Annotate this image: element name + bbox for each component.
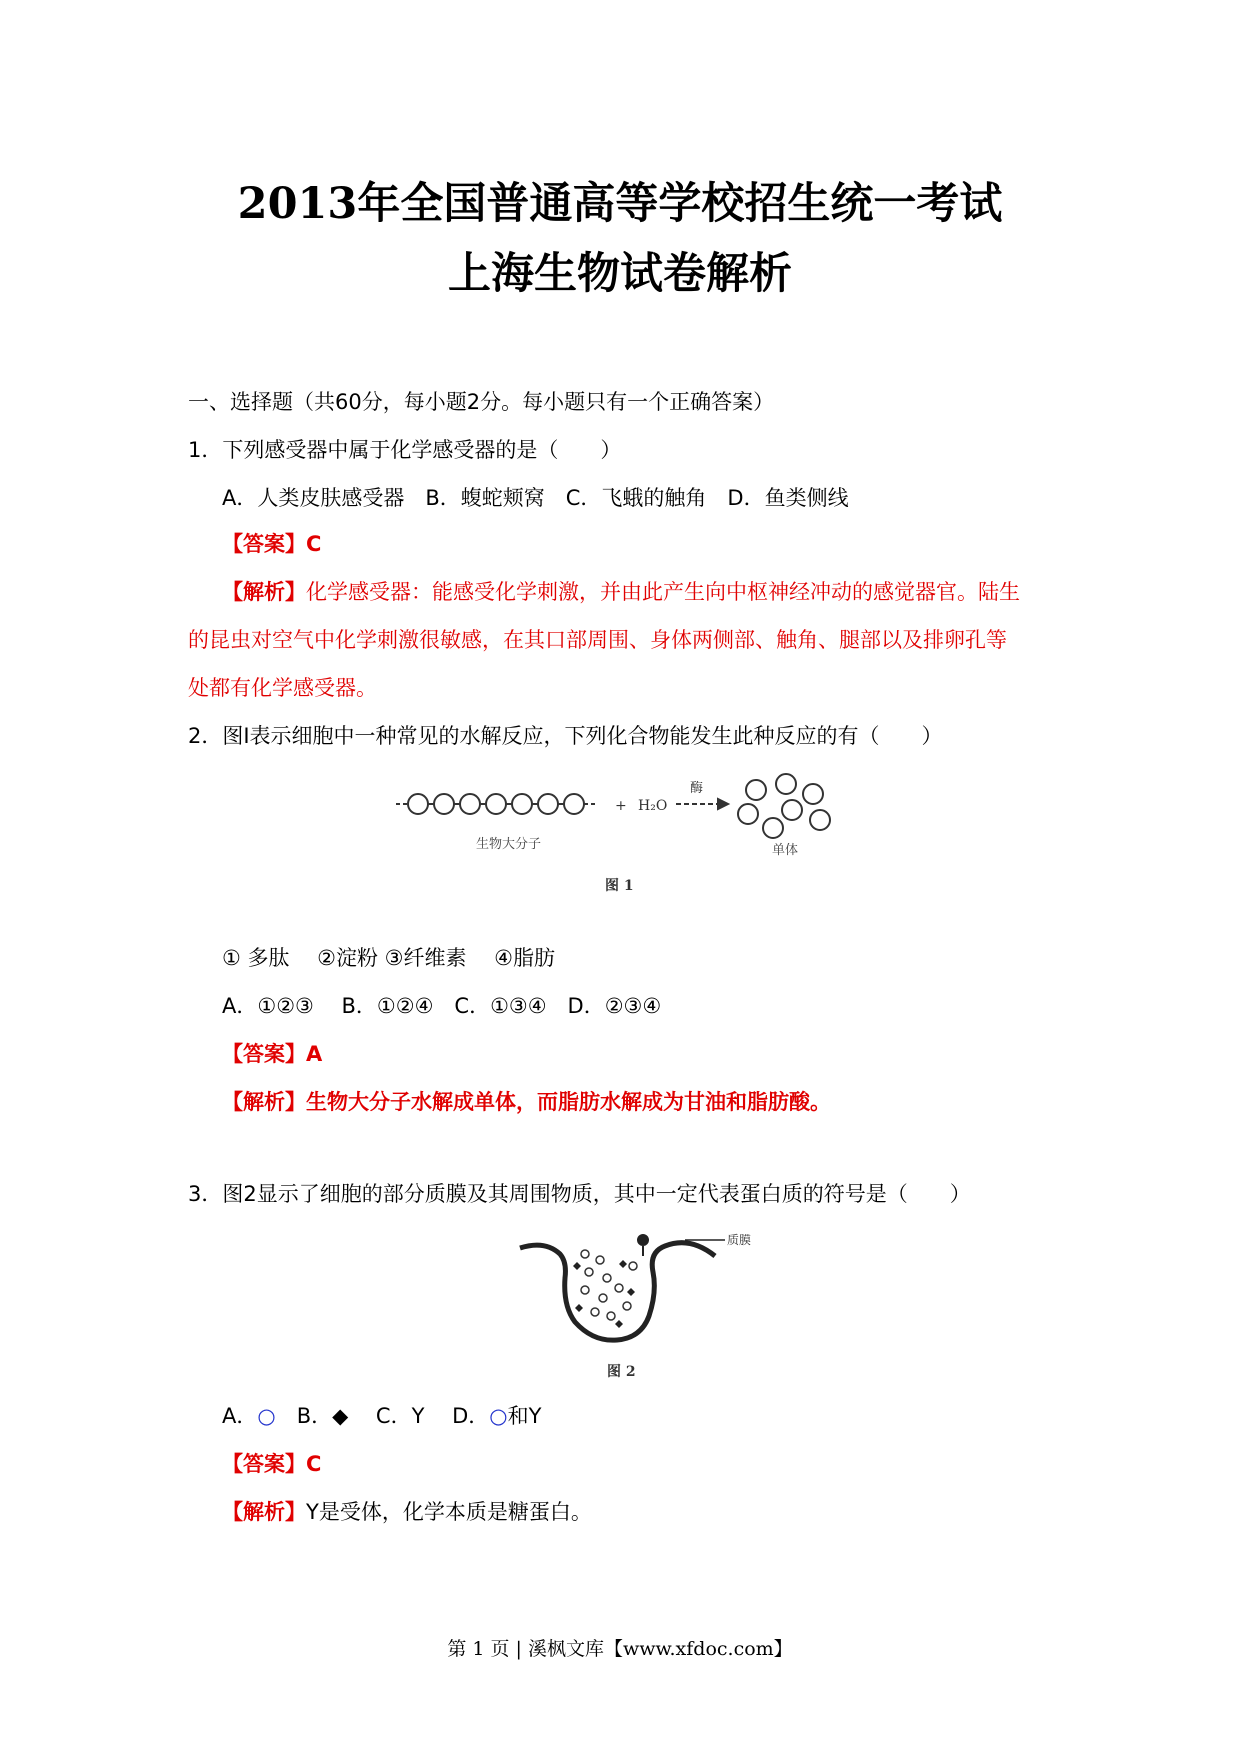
polymer-label: 生物大分子 xyxy=(476,837,542,852)
figure-2-caption: 图 2 xyxy=(607,1364,636,1380)
figure-1-hydrolysis xyxy=(390,772,850,902)
q3-analysis xyxy=(222,1498,592,1526)
section-heading: 一、选择题（共60分，每小题2分。每小题只有一个正确答案） xyxy=(188,390,775,414)
figure-1-caption: 图 1 xyxy=(605,878,634,894)
answer-value: A xyxy=(306,1042,323,1066)
analysis-tag: 【解析】 xyxy=(222,1090,306,1114)
q2-stem: 2．图Ⅰ表示细胞中一种常见的水解反应，下列化合物能发生此种反应的有（ ） xyxy=(188,724,943,748)
page-footer: 第 1 页 | 溪枫文库【www.xfdoc.com】 xyxy=(447,1638,793,1660)
circle-symbol: ○ xyxy=(257,1404,276,1428)
enzyme-label: 酶 xyxy=(690,781,704,796)
q3-stem: 3．图2显示了细胞的部分质膜及其周围物质，其中一定代表蛋白质的符号是（ ） xyxy=(188,1182,971,1206)
answer-tag: 【答案】 xyxy=(222,532,306,556)
monomers xyxy=(738,774,830,838)
circle-symbol: ○ xyxy=(489,1404,508,1428)
q1-analysis-line-2: 的昆虫对空气中化学刺激很敏感，在其口部周围、身体两侧部、触角、腿部以及排卵孔等 xyxy=(188,628,1007,652)
analysis-text: Y是受体，化学本质是糖蛋白。 xyxy=(306,1500,592,1524)
analysis-tag: 【解析】 xyxy=(222,580,306,604)
answer-value: C xyxy=(306,532,322,556)
answer-tag: 【答案】 xyxy=(222,1452,306,1476)
q2-items: ① 多肽 ②淀粉 ③纤维素 ④脂肪 xyxy=(222,946,556,970)
q1-options: A．人类皮肤感受器 B．蝮蛇颊窝 C．飞蛾的触角 D．鱼类侧线 xyxy=(222,486,849,510)
analysis-text: 化学感受器：能感受化学刺激，并由此产生向中枢神经冲动的感觉器官。陆生 xyxy=(306,580,1020,604)
figure-2-membrane xyxy=(515,1226,755,1386)
small-molecules xyxy=(581,1250,637,1320)
q1-answer xyxy=(222,530,321,558)
q1-analysis-line-1 xyxy=(222,578,1020,606)
title-line-2: 上海生物试卷解析 xyxy=(448,249,792,299)
q2-answer xyxy=(222,1040,322,1068)
plus-sign: + xyxy=(615,798,627,814)
options-middle: B．◆ C．Y D． xyxy=(275,1404,490,1428)
title-line-1: 2013年全国普通高等学校招生统一考试 xyxy=(237,179,1003,229)
analysis-tag: 【解析】 xyxy=(222,1500,306,1524)
polymer-chain xyxy=(396,794,596,814)
q1-analysis-line-3: 处都有化学感受器。 xyxy=(188,676,377,700)
option-a-prefix: A． xyxy=(222,1404,258,1428)
membrane-label: 质膜 xyxy=(727,1233,752,1247)
monomer-label: 单体 xyxy=(772,843,799,858)
q3-answer xyxy=(222,1450,321,1478)
answer-tag: 【答案】 xyxy=(222,1042,306,1066)
q2-analysis xyxy=(222,1088,831,1116)
q3-options xyxy=(222,1402,541,1430)
receptor-y-shapes xyxy=(638,1235,648,1256)
water-label: H₂O xyxy=(638,798,668,814)
answer-value: C xyxy=(306,1452,322,1476)
q1-stem: 1．下列感受器中属于化学感受器的是（ ） xyxy=(188,438,622,462)
q2-options: A．①②③ B．①②④ C．①③④ D．②③④ xyxy=(222,994,662,1018)
arrow-icon xyxy=(676,799,728,809)
option-d-suffix: 和Y xyxy=(507,1404,542,1428)
analysis-text: 生物大分子水解成单体，而脂肪水解成为甘油和脂肪酸。 xyxy=(306,1090,831,1114)
